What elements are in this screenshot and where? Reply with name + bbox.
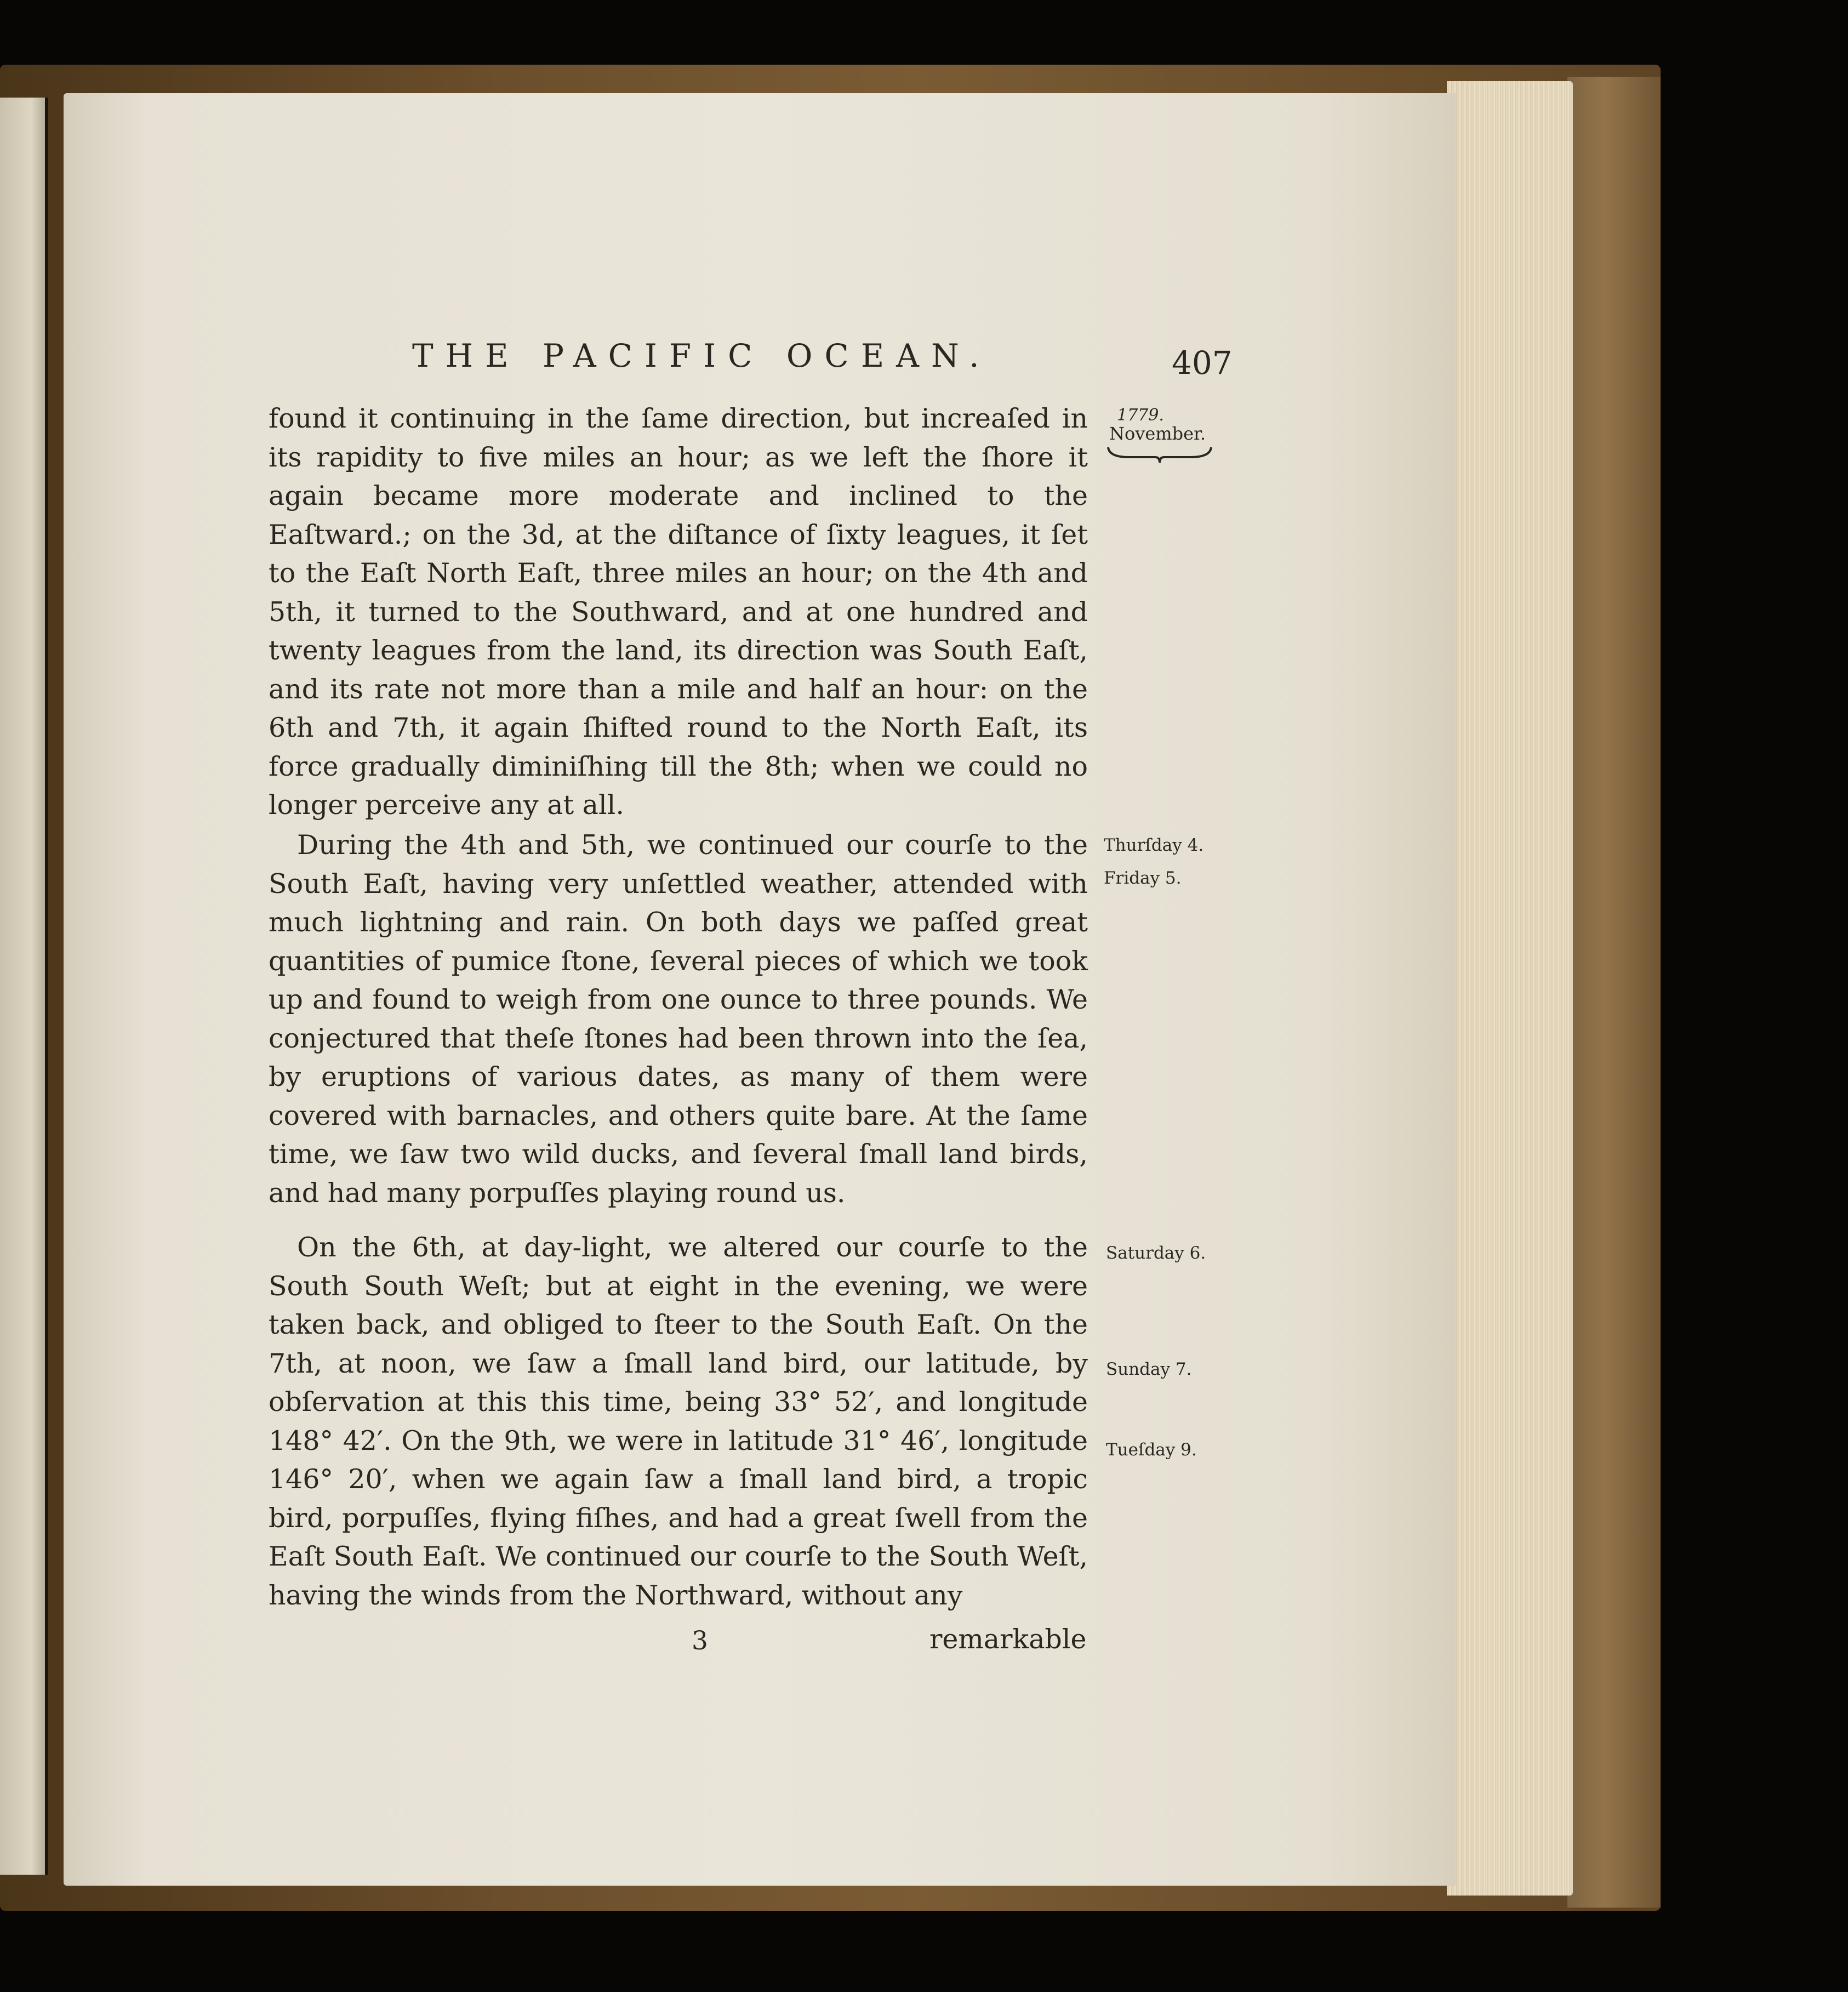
book-cover-edge <box>1567 77 1661 1908</box>
catchword: remarkable <box>929 1624 1087 1655</box>
margin-note-sunday: Sunday 7. <box>1106 1359 1192 1379</box>
margin-note-thursday: Thurſday 4. <box>1104 835 1204 855</box>
margin-note-tuesday: Tueſday 9. <box>1106 1440 1197 1460</box>
margin-year: 1779. <box>1117 406 1164 425</box>
body-paragraph-1: found it continuing in the ſame direction, but increaſed in its rapidity to five miles an hour; as we left the ſhore it again became more moderate and inclined to the Eaſtward.; on the 3d, at the diſtance of ſixty leagues, it ſet to the Eaſt North Eaſt, three miles an hour; on the 4th and 5th, it turned to the Southward, and at one hundred and twenty leagues from the land, its direction was South Eaſt, and its rate not more than a mile and half an hour: on the 6th and 7th, it again ſhifted round to the North Eaſt, its force gradually diminiſhing till the 8th; when we could no longer perceive any at all. <box>269 403 1088 821</box>
brace-ornament <box>1107 445 1212 464</box>
margin-note-friday: Friday 5. <box>1104 868 1182 888</box>
margin-month: November. <box>1109 423 1206 444</box>
running-head: THE PACIFIC OCEAN. <box>412 337 991 374</box>
page-block-edges <box>1447 81 1573 1896</box>
page-number: 407 <box>1172 344 1233 382</box>
margin-note-saturday: Saturday 6. <box>1106 1243 1206 1263</box>
signature-mark: 3 <box>692 1626 708 1656</box>
facing-page-edge <box>0 98 48 1875</box>
body-paragraph-2: During the 4th and 5th, we continued our courſe to the South Eaſt, having very unſettled weather, attended with much lightning and rain. On both days we paſſed great quantities of pumice ſtone, ſeveral pieces of which we took up and found to weigh from one ounce to three pounds. We conjectured that theſe ſtones had been thrown into the ſea, by eruptions of various dates, as many of them were covered with barnacles, and others quite bare. At the ſame time, we ſaw two wild ducks, and ſeveral ſmall land birds, and had many porpuſſes playing round us. <box>269 829 1088 1209</box>
body-paragraph-3: On the 6th, at day-light, we altered our courſe to the South South Weſt; but at eight in the evening, we were taken back, and obliged to ſteer to the South Eaſt. On the 7th, at noon, we ſaw a ſmall land bird, our latitude, by obſervation at this this time, being 33° 52′, and longitude 148° 42′. On the 9th, we were in latitude 31° 46′, longitude 146° 20′, when we again ſaw a ſmall land bird, a tropic bird, porpuſſes, flying fiſhes, and had a great ſwell from the Eaſt South Eaſt. We continued our courſe to the South Weſt, having the winds from the Northward, without any <box>269 1232 1088 1611</box>
